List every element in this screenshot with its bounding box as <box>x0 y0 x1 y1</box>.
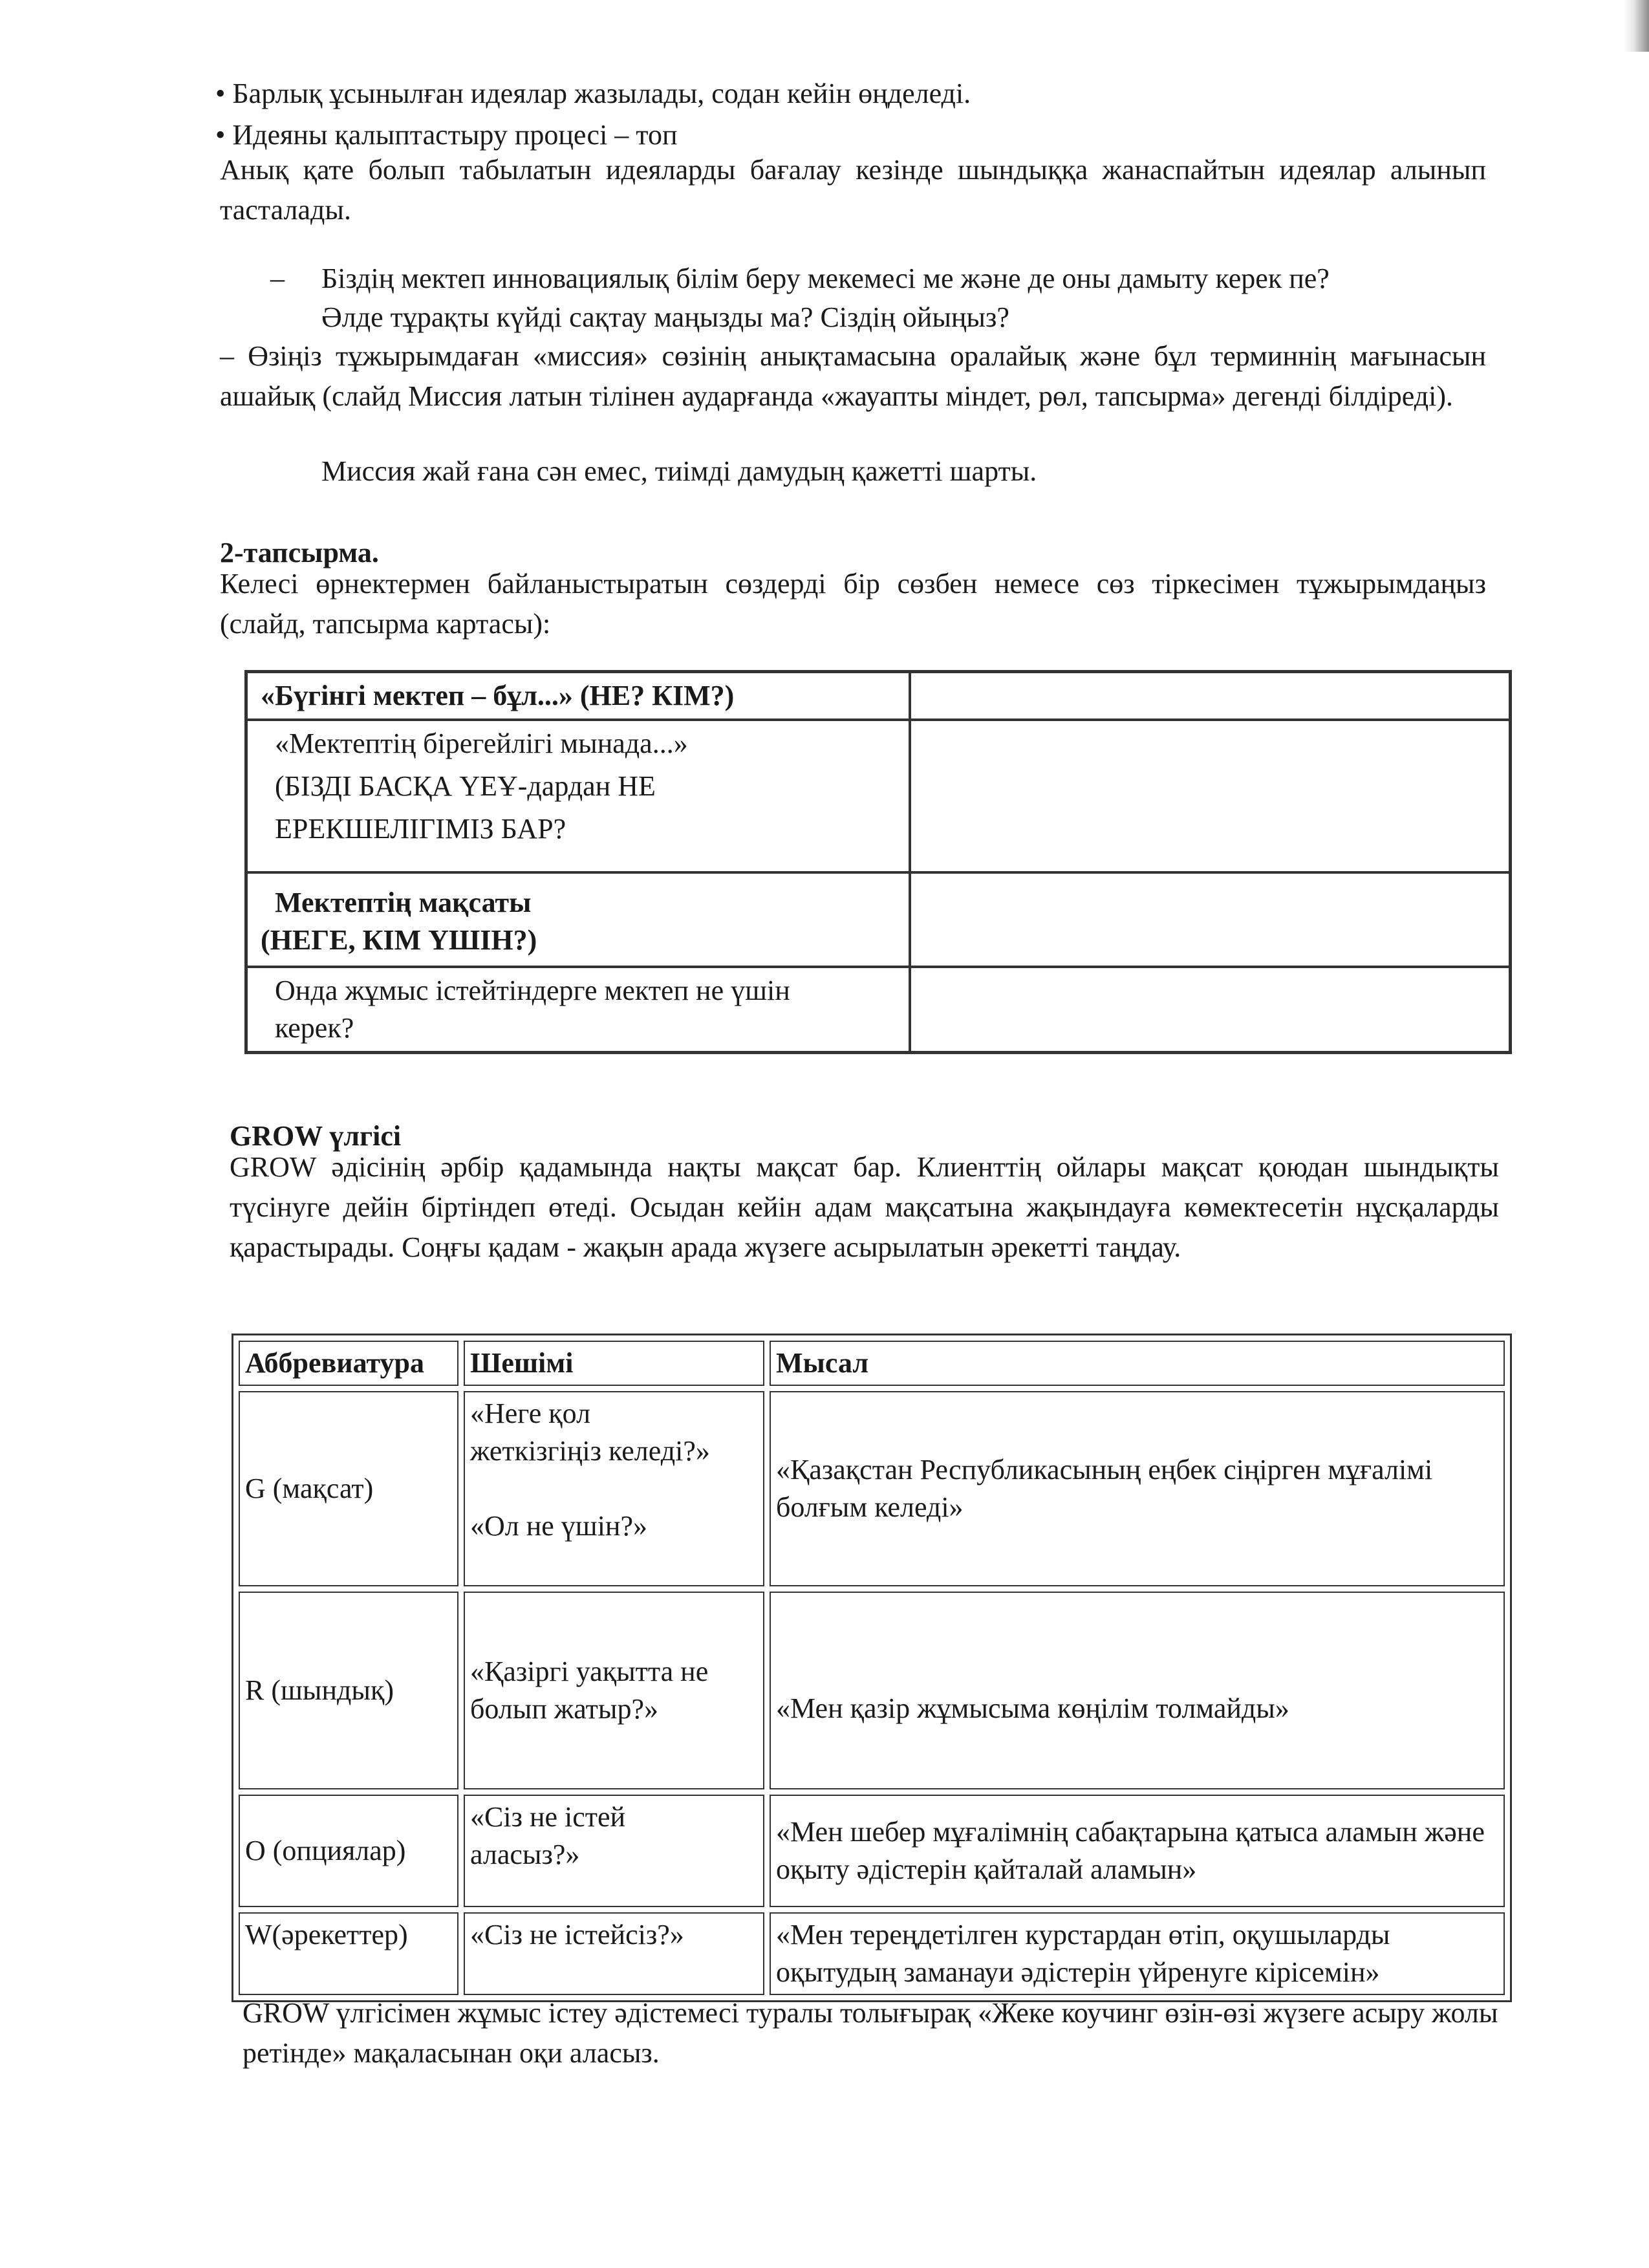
table-row <box>239 1912 1505 1995</box>
abbr-cell: R (шындық) <box>239 1592 458 1789</box>
grow-text: GROW әдісінің әрбір қадамында нақты мақсат бар. Клиенттің ойлары мақсат қоюдан шындықты түсінуге дейін біртіндеп өтеді. Осыдан кейін адам мақсатына жақындауға көмектесетін нұсқаларды қарастырады. Соңғы қадам - жақын арада жүзеге асырылатын әрекетті таңдау. <box>230 1151 1499 1263</box>
table-row <box>246 872 1510 967</box>
cell-line: (НЕГЕ, КІМ ҮШІН?) <box>261 924 537 956</box>
cell-line: жеткізгіңіз келеді?» <box>470 1435 710 1467</box>
example-cell: «Мен қазір жұмысыма көңілім толмайды» <box>770 1592 1505 1789</box>
cell-line: Мектептің мақсаты <box>275 887 532 918</box>
abbr-cell: G (мақсат) <box>239 1391 458 1586</box>
cell-line: аласыз?» <box>470 1839 580 1870</box>
task2-text: Келесі өрнектермен байланыстыратын сөздерді бір сөзбен немесе сөз тіркесімен тұжырымдаңыз (слайд, тапсырма картасы): <box>220 568 1486 640</box>
grow-heading: GROW үлгісі <box>230 1120 402 1152</box>
table-row <box>239 1592 1505 1789</box>
dash-marker: – <box>270 263 285 294</box>
example-cell: «Қазақстан Республикасының еңбек сіңірген мұғалімі болғым келеді» <box>770 1391 1505 1586</box>
grow-table <box>232 1334 1512 2002</box>
cell-line: керек? <box>275 1012 354 1044</box>
table-header-cell: Мысал <box>770 1341 1505 1386</box>
table-cell-answer <box>910 872 1510 967</box>
task2-heading: 2-тапсырма. <box>220 537 379 568</box>
question-line-2: Әлде тұрақты күйді сақтау маңызды ма? Сіздің ойыңыз? <box>321 301 1009 333</box>
table-cell-label <box>246 720 910 872</box>
bullet-1: • Барлық ұсынылған идеялар жазылады, содан кейін өңделеді. <box>215 78 971 109</box>
table-cell-answer <box>910 672 1510 720</box>
table-row <box>246 967 1510 1052</box>
table-header-cell: Шешімі <box>464 1341 764 1386</box>
solution-cell <box>464 1795 764 1907</box>
solution-cell <box>464 1391 764 1586</box>
cell-line: Онда жұмыс істейтіндерге мектеп не үшін <box>275 975 790 1006</box>
table-row <box>246 720 1510 872</box>
table-row <box>246 672 1510 720</box>
paragraph-mission-note: Миссия жай ғана сән емес, тиімді дамудың қажетті шарты. <box>321 455 1037 487</box>
cell-line: «Ол не үшін?» <box>470 1510 647 1542</box>
cell-line: «Қазіргі уақытта не <box>470 1656 709 1687</box>
table-header-row <box>239 1341 1505 1386</box>
table-cell-answer <box>910 720 1510 872</box>
spacer <box>470 1470 758 1507</box>
paragraph-ideas: Анық қате болып табылатын идеяларды бағалау кезінде шындыққа жанаспайтын идеялар алынып тасталады. <box>220 154 1486 226</box>
solution-cell <box>464 1592 764 1789</box>
cell-line: (БІЗДІ БАСҚА ҮЕҰ-дардан НЕ <box>275 770 656 802</box>
table-cell-label <box>246 967 910 1052</box>
scan-edge-shadow <box>1623 0 1649 52</box>
cell-line: «Сіз не істей <box>470 1801 626 1833</box>
table-header-cell: Аббревиатура <box>239 1341 458 1386</box>
table-row <box>239 1391 1505 1586</box>
footer-text: GROW үлгісімен жұмыс істеу әдістемесі туралы толығырақ «Жеке коучинг өзін-өзі жүзеге асыру жолы ретінде» мақаласынан оқи аласыз. <box>242 1997 1498 2069</box>
cell-line: ЕРЕКШЕЛІГІМІЗ БАР? <box>275 813 566 845</box>
example-cell: «Мен шебер мұғалімнің сабақтарына қатыса аламын және оқыту әдістерін қайталай аламын» <box>770 1795 1505 1907</box>
table-row <box>239 1795 1505 1907</box>
table-cell-answer <box>910 967 1510 1052</box>
paragraph-mission: – Өзіңіз тұжырымдаған «миссия» сөзінің анықтамасына оралайық және бұл терминнің мағынасын ашайық (слайд Миссия латын тілінен аударғанда «жауапты міндет, рөл, тапсырма» дегенді білдіреді). <box>220 340 1486 412</box>
cell-line: «Неге қол <box>470 1398 591 1429</box>
abbr-cell: O (опциялар) <box>239 1795 458 1907</box>
mission-table <box>244 670 1512 1054</box>
example-cell: «Мен тереңдетілген курстардан өтіп, оқушыларды оқытудың заманауи әдістерін үйренуге кірісемін» <box>770 1912 1505 1995</box>
table-cell-label: «Бүгінгі мектеп – бұл...» (НЕ? КІМ?) <box>246 672 910 720</box>
cell-line: «Мектептің бірегейлігі мынада...» <box>275 728 688 759</box>
solution-cell: «Сіз не істейсіз?» <box>464 1912 764 1995</box>
bullet-2: • Идеяны қалыптастыру процесі – топ <box>215 119 678 151</box>
cell-line: болып жатыр?» <box>470 1693 658 1725</box>
abbr-cell: W(әрекеттер) <box>239 1912 458 1995</box>
question-line-1: Біздің мектеп инновациялық білім беру мекемесі ме және де оны дамыту керек пе? <box>321 263 1330 294</box>
table-cell-label <box>246 872 910 967</box>
